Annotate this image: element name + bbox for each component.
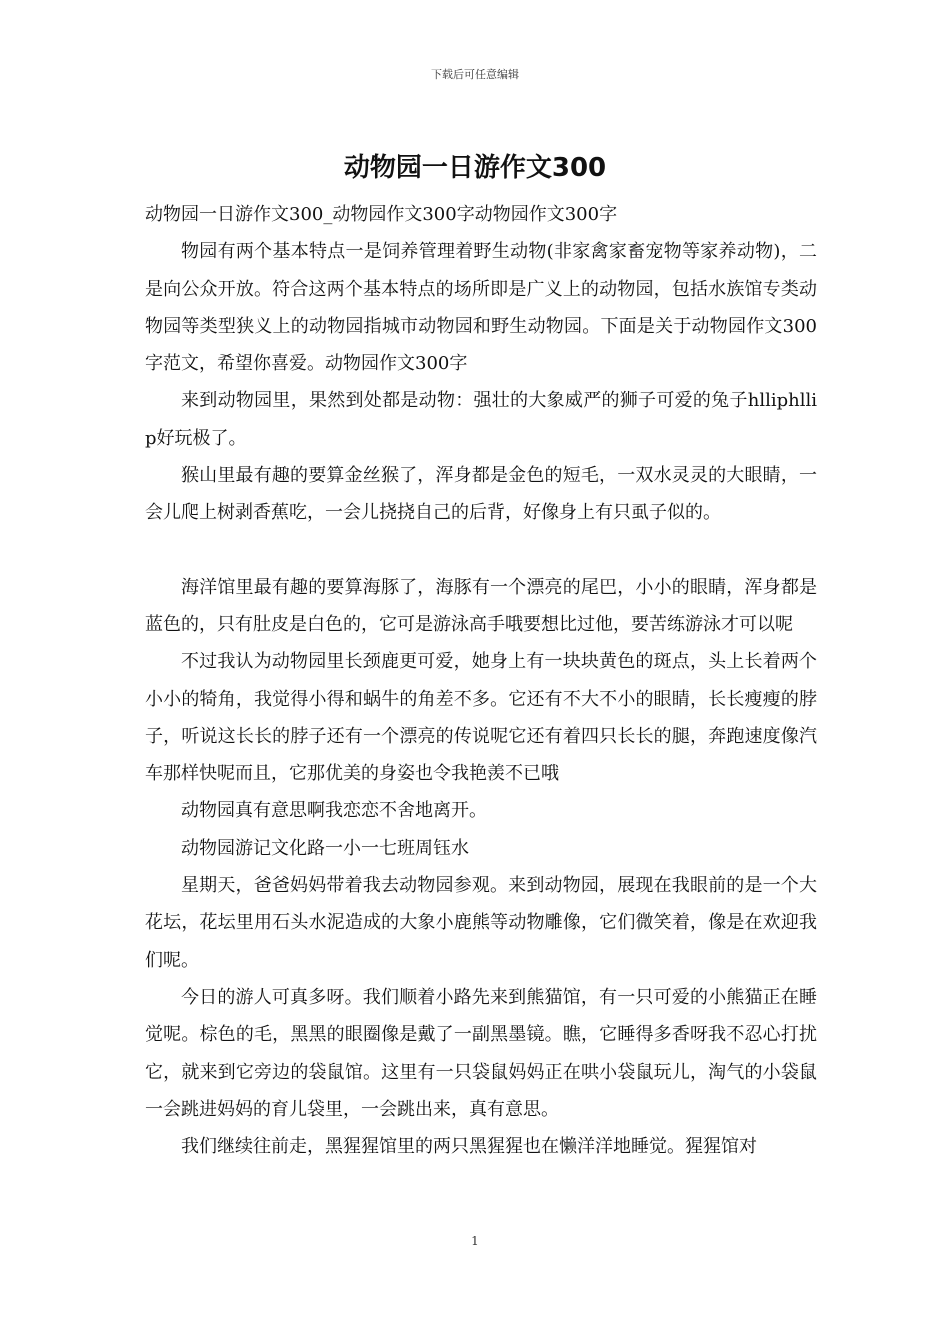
paragraph-gap [145, 532, 817, 569]
paragraph-7: 动物园游记文化路一小一七班周钰水 [181, 837, 469, 859]
paragraph-3: 猴山里最有趣的要算金丝猴了，浑身都是金色的短毛，一双水灵灵的大眼睛，一会儿爬上树剥香蕉吃，一会儿挠挠自己的后背，好像身上有只虱子似的。 [145, 465, 817, 524]
document-body [145, 196, 817, 1165]
page-number: 1 [471, 1234, 479, 1248]
paragraph-2: 来到动物园里，果然到处都是动物：强壮的大象威严的狮子可爱的兔子hlliphllip好玩极了。 [145, 390, 817, 449]
header-note: 下载后可任意编辑 [431, 68, 519, 81]
paragraph-5: 不过我认为动物园里长颈鹿更可爱，她身上有一块块黄色的斑点，头上长着两个小小的犄角，我觉得小得和蜗牛的角差不多。它还有不大不小的眼睛，长长瘦瘦的脖子，听说这长长的脖子还有一个漂亮的传说呢它还有着四只长长的腿，奔跑速度像汽车那样快呢而且，它那优美的身姿也令我艳羡不已哦 [145, 651, 817, 785]
paragraph-6: 动物园真有意思啊我恋恋不舍地离开。 [181, 800, 487, 822]
document-subtitle: 动物园一日游作文300_动物园作文300字动物园作文300字 [145, 204, 618, 225]
paragraph-4: 海洋馆里最有趣的要算海豚了，海豚有一个漂亮的尾巴，小小的眼睛，浑身都是蓝色的，只有肚皮是白色的，它可是游泳高手哦要想比过他，要苦练游泳才可以呢 [145, 576, 817, 635]
document-title: 动物园一日游作文300 [343, 153, 607, 183]
paragraph-9: 今日的游人可真多呀。我们顺着小路先来到熊猫馆，有一只可爱的小熊猫正在睡觉呢。棕色的毛，黑黑的眼圈像是戴了一副黑墨镜。瞧，它睡得多香呀我不忍心打扰它，就来到它旁边的袋鼠馆。这里有一只袋鼠妈妈正在哄小袋鼠玩儿，淘气的小袋鼠一会跳进妈妈的育儿袋里，一会跳出来，真有意思。 [145, 986, 817, 1120]
paragraph-10: 我们继续往前走，黑猩猩馆里的两只黑猩猩也在懒洋洋地睡觉。猩猩馆对 [181, 1136, 757, 1158]
paragraph-1: 物园有两个基本特点一是饲养管理着野生动物(非家禽家畜宠物等家养动物)，二是向公众开放。符合这两个基本特点的场所即是广义上的动物园，包括水族馆专类动物园等类型狭义上的动物园指城市动物园和野生动物园。下面是关于动物园作文300字范文，希望你喜爱。动物园作文300字 [145, 241, 817, 375]
paragraph-8: 星期天，爸爸妈妈带着我去动物园参观。来到动物园，展现在我眼前的是一个大花坛，花坛里用石头水泥造成的大象小鹿熊等动物雕像，它们微笑着，像是在欢迎我们呢。 [145, 875, 817, 971]
